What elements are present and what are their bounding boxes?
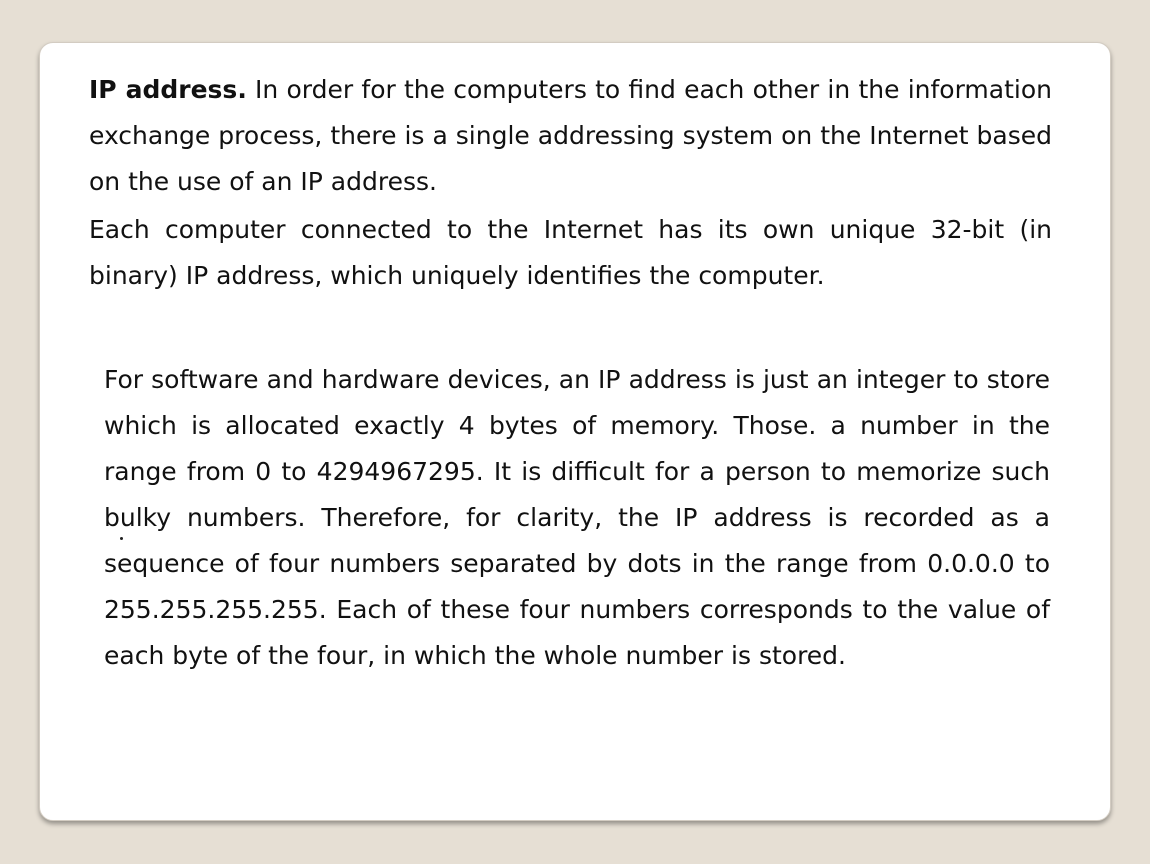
slide-card bbox=[39, 42, 1111, 821]
paragraph-ip-address-intro-text: In order for the computers to find each other in the information exchange process, there is a single addressing system on the Internet based on the use of an IP address. bbox=[89, 75, 1052, 196]
term-ip-address: IP address. bbox=[89, 75, 247, 104]
paragraph-ip-address-intro bbox=[89, 67, 1052, 205]
paragraph-ip-format: For software and hardware devices, an IP address is just an integer to store which is allocated exactly 4 bytes of memory. Those. a number in the range from 0 to 4294967295. It is difficult for a person to memorize such bulky numbers. Therefore, for clarity, the IP address is recorded as a sequence of four numbers separated by dots in the range from 0.0.0.0 to 255.255.255.255. Each of these four numbers corresponds to the value of each byte of the four, in which the whole number is stored. bbox=[104, 365, 1050, 670]
stray-dot bbox=[120, 537, 123, 540]
paragraph-unique-address: Each computer connected to the Internet has its own unique 32-bit (in binary) IP address, which uniquely identifies the computer. bbox=[89, 215, 1052, 290]
